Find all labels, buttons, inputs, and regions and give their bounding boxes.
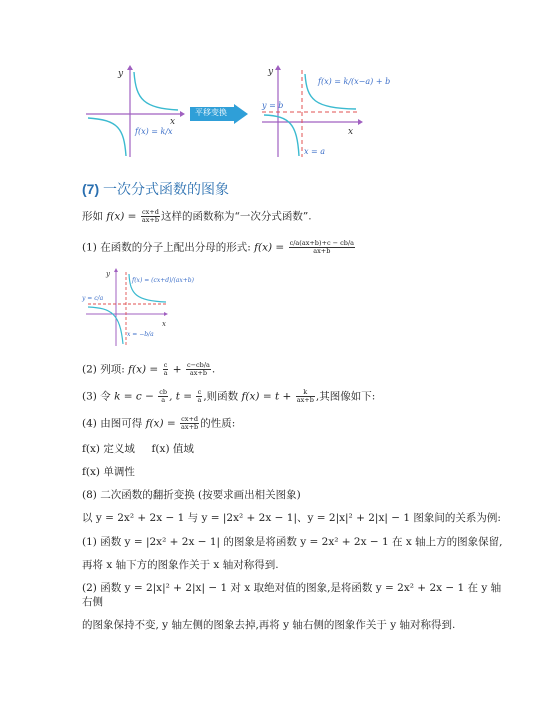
heading-title: 一次分式函数的图象: [103, 182, 230, 198]
section-heading: [82, 179, 229, 199]
denominator: ax+b: [313, 247, 331, 255]
domain-text: f(x) 定义域: [82, 443, 135, 455]
formula: , t =: [169, 390, 196, 403]
denominator: a: [163, 369, 168, 377]
x-axis-label-right: x: [348, 127, 354, 137]
x-ba-label: x = −b/a: [127, 331, 154, 338]
x-a-label: x = a: [304, 147, 326, 156]
denominator: a: [197, 396, 202, 404]
fraction: [289, 240, 355, 255]
denominator: ax+b: [141, 216, 159, 224]
denominator: ax+b: [189, 369, 207, 377]
y-axis-label: y: [118, 69, 124, 79]
numerator: cx+d: [181, 415, 199, 423]
denominator: ax+b: [296, 396, 314, 404]
formula: f(x) =: [145, 417, 180, 430]
numerator: cb: [159, 388, 168, 396]
fraction: [158, 389, 168, 404]
x-axis-label: x: [170, 117, 176, 127]
step1-line: [82, 240, 356, 255]
text: 这样的函数称为“一次分式函数”.: [160, 210, 312, 223]
item1-line: (1) 函数 y = |2x² + 2x − 1| 的图象是将函数 y = 2x² + 2x − 1 在 x 轴上方的图象保留,: [82, 536, 503, 548]
numerator: c: [163, 361, 168, 369]
fraction: [196, 389, 202, 404]
formula: f(x) = t +: [241, 390, 295, 403]
denominator: a: [161, 396, 166, 404]
range-text: f(x) 值域: [151, 443, 194, 455]
item2-line: (2) 函数 y = 2|x|² + 2|x| − 1 对 x 取绝对值的图象,是将函数 y = 2x² + 2x − 1 在 y 轴: [82, 582, 502, 594]
item2-tail: 的图象保持不变, y 轴左侧的图象去掉,再将 y 轴右侧的图象作关于 y 轴对称得到.: [82, 619, 456, 631]
monotonic-line: f(x) 单调性: [82, 466, 135, 478]
transform-arrow-label: 平移变换: [195, 108, 227, 117]
fractional-function-figure: [82, 268, 194, 348]
right-curve-label: f(x) = k/(x−a) + b: [318, 77, 391, 86]
text: 形如: [82, 210, 107, 223]
text: ,其图像如下:: [315, 390, 376, 403]
numerator: c: [197, 388, 202, 396]
heading-number: (7): [82, 181, 100, 197]
section8-title: (8) 二次函数的翻折变换 (按要求画出相关图象): [82, 489, 301, 501]
fraction: [163, 362, 169, 377]
fraction: [296, 389, 315, 404]
definition-line: [82, 209, 312, 224]
text: 的性质:: [200, 417, 236, 430]
hyperbola-figure-right: [258, 62, 391, 162]
step2-line: [82, 362, 215, 377]
item2-cont: 右侧: [82, 596, 103, 608]
mid-curve-label: f(x) = (cx+d)/(ax+b): [132, 277, 194, 284]
y-b-label: y = b: [262, 101, 284, 110]
text: (3) 令: [82, 390, 115, 403]
fraction: [186, 362, 211, 377]
formula: f(x) =: [106, 210, 140, 223]
fraction: [141, 209, 160, 224]
example-line: 以 y = 2x² + 2x − 1 与 y = |2x² + 2x − 1|、y = 2|x|² + 2|x| − 1 图象间的关系为例:: [82, 512, 501, 524]
properties-line: [82, 443, 194, 456]
x-axis-label-mid: x: [162, 320, 166, 328]
formula: k = c −: [114, 390, 158, 403]
y-axis-label-mid: y: [106, 270, 110, 278]
text: (2) 列项:: [82, 363, 129, 376]
step4-line: [82, 416, 235, 431]
denominator: ax+b: [181, 423, 199, 431]
text: (1) 在函数的分子上配出分母的形式:: [82, 241, 255, 254]
hyperbola-figure-left: [80, 62, 190, 162]
y-axis-label-right: y: [268, 67, 274, 77]
transform-arrow: [190, 104, 248, 124]
numerator: c−cb/a: [186, 361, 210, 369]
numerator: k: [296, 389, 315, 397]
step3-line: [82, 389, 375, 404]
formula: f(x) =: [254, 241, 288, 254]
left-curve-label: f(x) = k/x: [135, 127, 173, 136]
formula: f(x) =: [128, 363, 162, 376]
text: ,则函数: [203, 390, 242, 403]
operator: +: [169, 363, 185, 376]
numerator: cx+d: [141, 208, 159, 216]
y-ca-label: y = c/a: [82, 295, 104, 302]
text: .: [211, 363, 216, 376]
fraction: [180, 416, 199, 431]
numerator: c/a(ax+b)+c − cb/a: [289, 239, 355, 247]
item1-cont: 再将 x 轴下方的图象作关于 x 轴对称得到.: [82, 559, 279, 571]
text: (4) 由图可得: [82, 417, 146, 430]
